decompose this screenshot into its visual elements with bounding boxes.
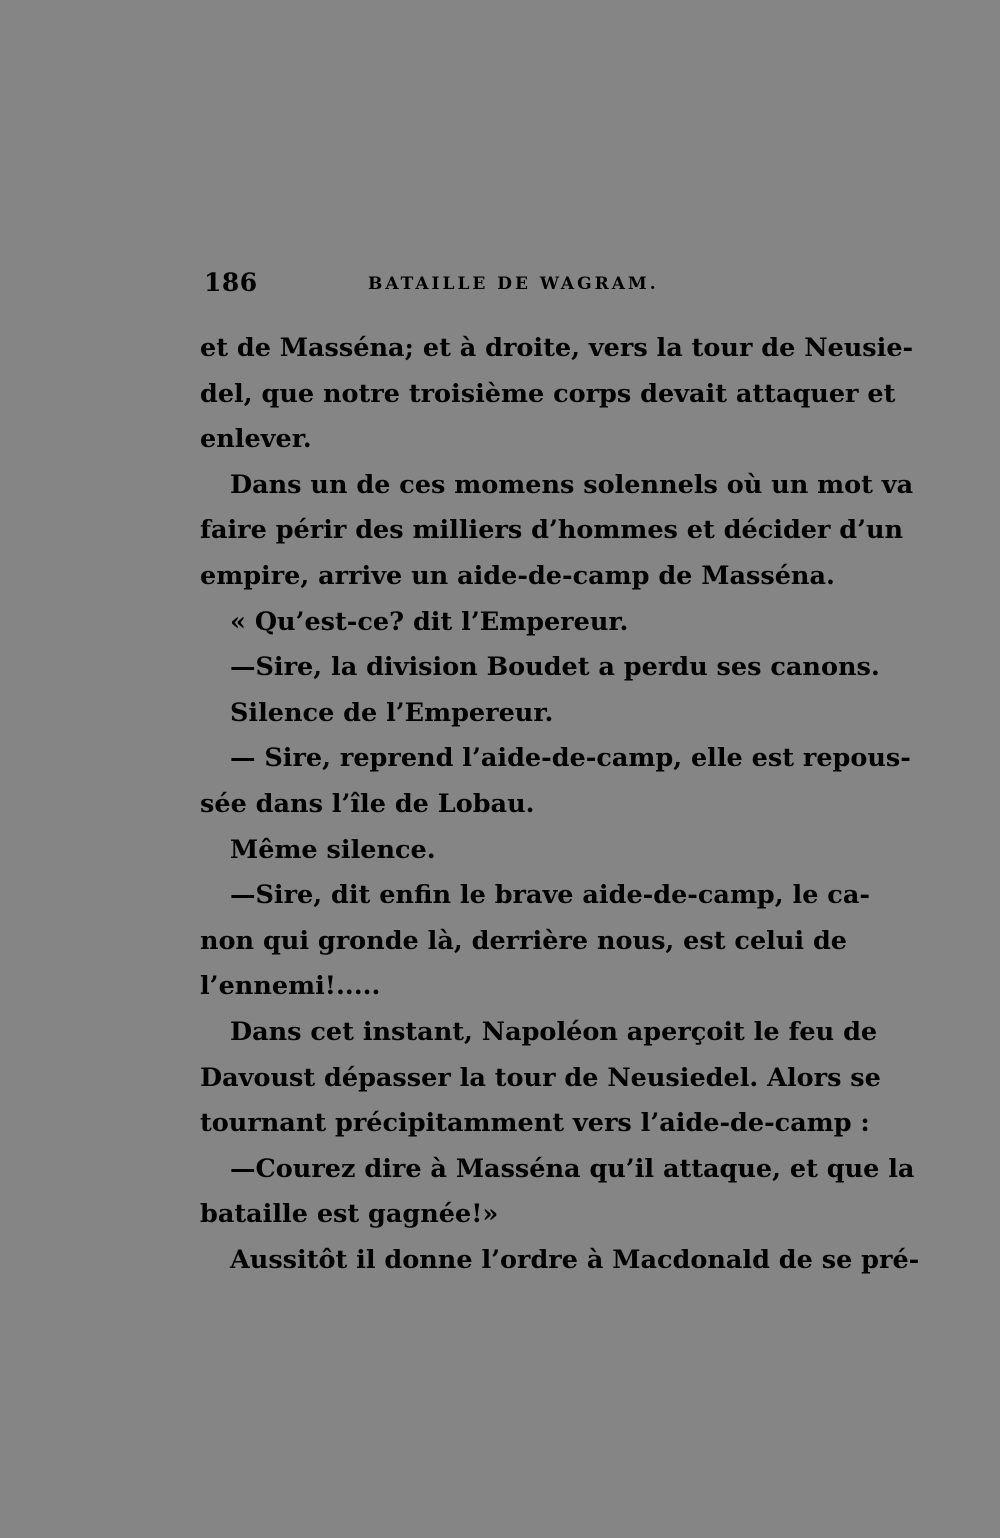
text-line: l’ennemi!.....: [200, 971, 381, 1002]
text-line: Silence de l’Empereur.: [230, 697, 554, 728]
text-line: — Sire, reprend l’aide-de-camp, elle est repous-: [230, 743, 911, 774]
text-line: Même silence.: [230, 834, 436, 865]
text-line: et de Masséna; et à droite, vers la tour de Neusie-: [200, 333, 914, 363]
text-line: —Courez dire à Masséna qu’il attaque, et que la: [230, 1153, 915, 1184]
text-line: faire périr des milliers d’hommes et décider d’un: [200, 515, 904, 546]
text-line: sée dans l’île de Lobau.: [200, 788, 535, 819]
text-line: bataille est gagnée!»: [200, 1199, 499, 1230]
text-line: non qui gronde là, derrière nous, est celui de: [200, 925, 848, 956]
text-line: Dans un de ces momens solennels où un mot va: [230, 469, 914, 500]
text-line: tournant précipitamment vers l’aide-de-camp :: [200, 1108, 870, 1139]
running-title: BATAILLE DE WAGRAM.: [368, 274, 659, 294]
text-line: —Sire, dit enfin le brave aide-de-camp, le ca-: [230, 880, 870, 911]
text-line: enlever.: [200, 424, 312, 455]
text-line: Aussitôt il donne l’ordre à Macdonald de se pré-: [230, 1244, 920, 1275]
text-line: del, que notre troisième corps devait attaquer et: [200, 378, 896, 409]
body-text: [200, 326, 920, 1283]
text-line: Davoust dépasser la tour de Neusiedel. Alors se: [200, 1062, 881, 1093]
text-line: —Sire, la division Boudet a perdu ses canons.: [230, 652, 880, 683]
text-line: Dans cet instant, Napoléon aperçoit le feu de: [230, 1016, 878, 1047]
text-line: « Qu’est-ce? dit l’Empereur.: [230, 606, 629, 637]
text-line: empire, arrive un aide-de-camp de Masséna.: [200, 560, 835, 591]
page-number: 186: [204, 268, 258, 297]
page-header: [204, 268, 659, 304]
